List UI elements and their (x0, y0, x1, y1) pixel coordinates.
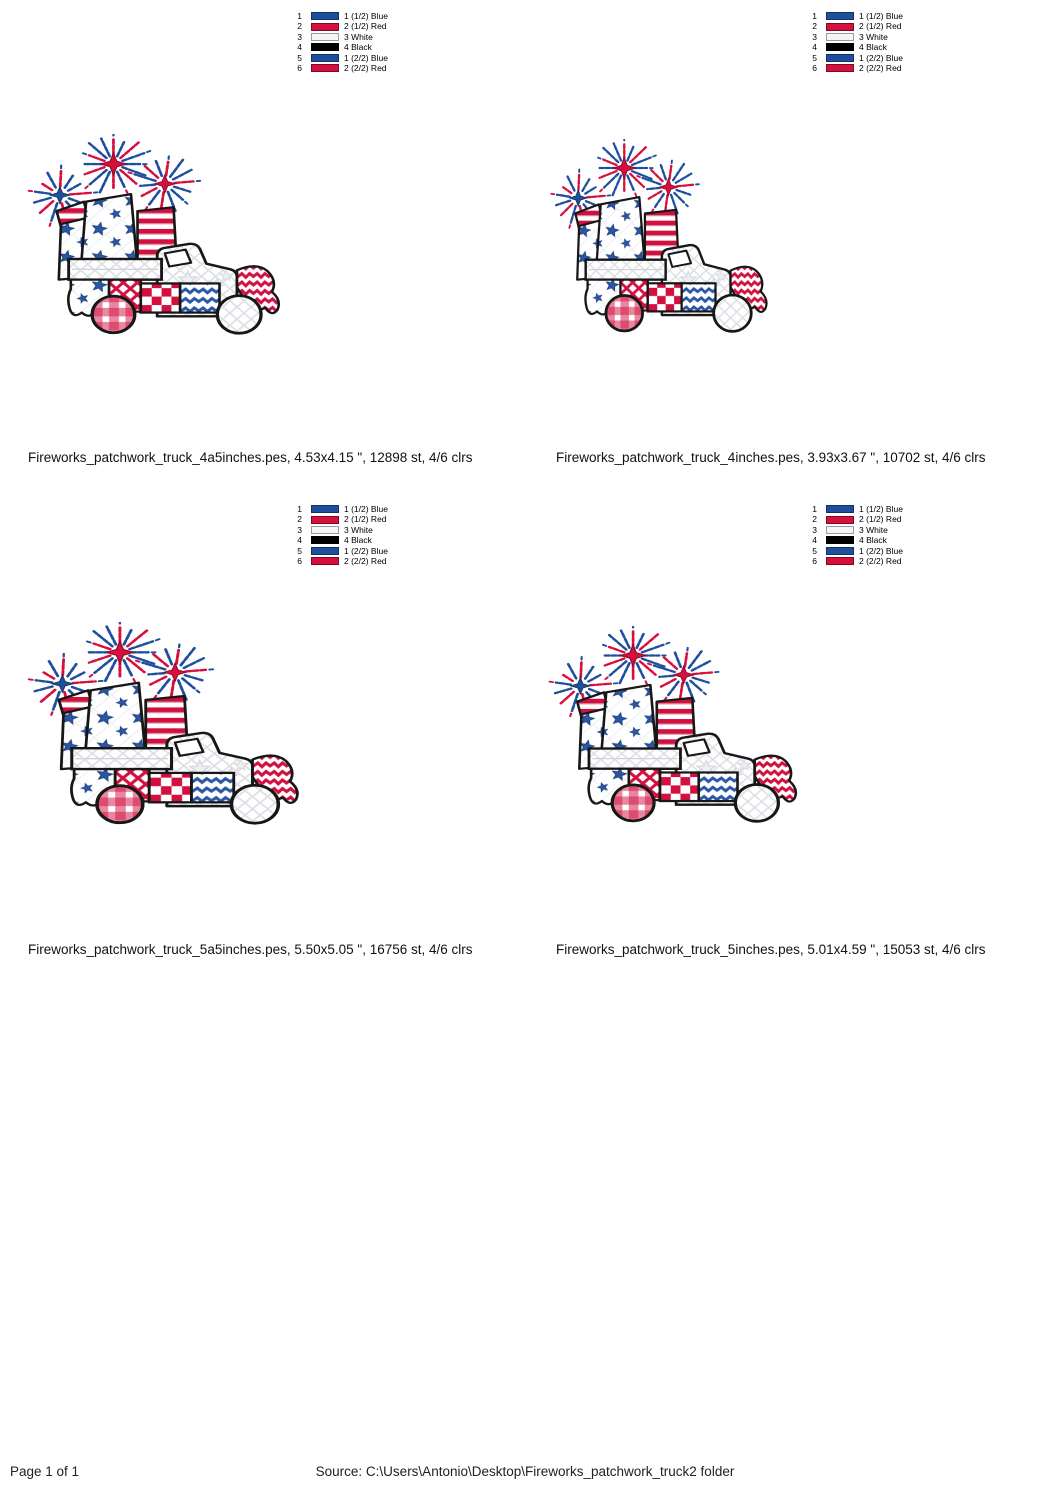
legend-label: 1 (1/2) Blue (859, 11, 903, 21)
legend-number: 6 (812, 555, 817, 566)
legend-row (292, 535, 412, 545)
thread-swatch-blue-icon (311, 547, 339, 555)
legend-number: 6 (812, 62, 817, 73)
legend-row (292, 546, 412, 556)
legend-row (807, 63, 927, 73)
legend-row (807, 525, 927, 535)
legend-number: 5 (812, 52, 817, 63)
legend-row (807, 53, 927, 63)
thread-color-legend (807, 504, 927, 566)
legend-label: 1 (1/2) Blue (344, 11, 388, 21)
legend-row (807, 535, 927, 545)
legend-row (292, 556, 412, 566)
legend-number: 1 (297, 504, 302, 514)
legend-number: 5 (812, 545, 817, 556)
legend-row (807, 42, 927, 52)
embroidery-truck-design (26, 134, 284, 337)
legend-row (292, 32, 412, 42)
legend-label: 4 Black (859, 42, 887, 53)
thread-swatch-red-icon (311, 516, 339, 524)
legend-number: 4 (812, 42, 817, 53)
legend-number: 2 (297, 514, 302, 525)
legend-label: 4 Black (344, 535, 372, 546)
legend-label: 2 (1/2) Red (859, 514, 902, 525)
design-caption: Fireworks_patchwork_truck_5a5inches.pes, 5.50x5.05 ", 16756 st, 4/6 clrs (28, 942, 473, 957)
page-number: Page 1 of 1 (10, 1464, 80, 1479)
legend-number: 6 (297, 555, 302, 566)
thread-swatch-red-icon (311, 64, 339, 72)
thread-swatch-red-icon (826, 516, 854, 524)
legend-number: 1 (812, 504, 817, 514)
legend-number: 2 (812, 514, 817, 525)
legend-label: 1 (2/2) Blue (859, 52, 903, 63)
legend-number: 5 (297, 545, 302, 556)
legend-row (292, 21, 412, 31)
legend-label: 1 (2/2) Blue (859, 545, 903, 556)
thread-swatch-white-icon (826, 33, 854, 41)
thread-color-legend (292, 504, 412, 566)
legend-row (807, 11, 927, 21)
design-caption: Fireworks_patchwork_truck_4inches.pes, 3.93x3.67 ", 10702 st, 4/6 clrs (556, 450, 986, 465)
legend-label: 2 (2/2) Red (859, 555, 902, 566)
thread-swatch-black-icon (826, 536, 854, 544)
thread-swatch-blue-icon (826, 12, 854, 20)
legend-number: 3 (812, 31, 817, 42)
legend-number: 6 (297, 62, 302, 73)
thread-swatch-blue-icon (311, 54, 339, 62)
legend-number: 3 (297, 524, 302, 535)
design-caption: Fireworks_patchwork_truck_5inches.pes, 5.01x4.59 ", 15053 st, 4/6 clrs (556, 942, 986, 957)
thread-swatch-black-icon (311, 536, 339, 544)
legend-number: 1 (812, 11, 817, 21)
legend-label: 3 White (859, 524, 888, 535)
legend-number: 5 (297, 52, 302, 63)
thread-swatch-black-icon (826, 43, 854, 51)
legend-number: 1 (297, 11, 302, 21)
legend-number: 4 (297, 42, 302, 53)
legend-row (807, 32, 927, 42)
thread-swatch-red-icon (826, 23, 854, 31)
legend-label: 4 Black (859, 535, 887, 546)
thread-swatch-blue-icon (826, 547, 854, 555)
thread-swatch-red-icon (311, 23, 339, 31)
legend-label: 1 (1/2) Blue (344, 504, 388, 514)
source-path: Source: C:\Users\Antonio\Desktop\Fireworks_patchwork_truck2 folder (315, 1464, 735, 1479)
legend-number: 3 (812, 524, 817, 535)
legend-label: 2 (1/2) Red (859, 21, 902, 32)
legend-number: 4 (812, 535, 817, 546)
legend-row (807, 556, 927, 566)
thread-swatch-blue-icon (826, 54, 854, 62)
thread-swatch-red-icon (311, 557, 339, 565)
legend-row (807, 504, 927, 514)
legend-row (807, 546, 927, 556)
legend-label: 4 Black (344, 42, 372, 53)
embroidery-truck-design (547, 626, 801, 825)
legend-row (292, 42, 412, 52)
legend-label: 2 (1/2) Red (344, 514, 387, 525)
legend-row (292, 504, 412, 514)
legend-number: 3 (297, 31, 302, 42)
thread-swatch-white-icon (826, 526, 854, 534)
legend-number: 2 (297, 21, 302, 32)
legend-label: 1 (1/2) Blue (859, 504, 903, 514)
legend-number: 4 (297, 535, 302, 546)
embroidery-truck-design (26, 622, 303, 827)
legend-label: 2 (2/2) Red (344, 555, 387, 566)
legend-label: 3 White (344, 31, 373, 42)
thread-swatch-blue-icon (311, 12, 339, 20)
legend-label: 2 (1/2) Red (344, 21, 387, 32)
legend-label: 1 (2/2) Blue (344, 52, 388, 63)
legend-label: 1 (2/2) Blue (344, 545, 388, 556)
legend-label: 3 White (859, 31, 888, 42)
legend-label: 3 White (344, 524, 373, 535)
legend-row (807, 21, 927, 31)
legend-row (292, 63, 412, 73)
thread-color-legend (807, 11, 927, 73)
legend-row (292, 525, 412, 535)
thread-swatch-blue-icon (311, 505, 339, 513)
thread-swatch-white-icon (311, 526, 339, 534)
thread-color-legend (292, 11, 412, 73)
thread-swatch-blue-icon (826, 505, 854, 513)
legend-label: 2 (2/2) Red (344, 62, 387, 73)
legend-row (292, 53, 412, 63)
thread-swatch-black-icon (311, 43, 339, 51)
legend-row (292, 514, 412, 524)
embroidery-truck-design (549, 139, 771, 335)
legend-label: 2 (2/2) Red (859, 62, 902, 73)
thread-swatch-red-icon (826, 557, 854, 565)
legend-row (292, 11, 412, 21)
design-caption: Fireworks_patchwork_truck_4a5inches.pes, 4.53x4.15 ", 12898 st, 4/6 clrs (28, 450, 473, 465)
legend-row (807, 514, 927, 524)
thread-swatch-red-icon (826, 64, 854, 72)
legend-number: 2 (812, 21, 817, 32)
thread-swatch-white-icon (311, 33, 339, 41)
